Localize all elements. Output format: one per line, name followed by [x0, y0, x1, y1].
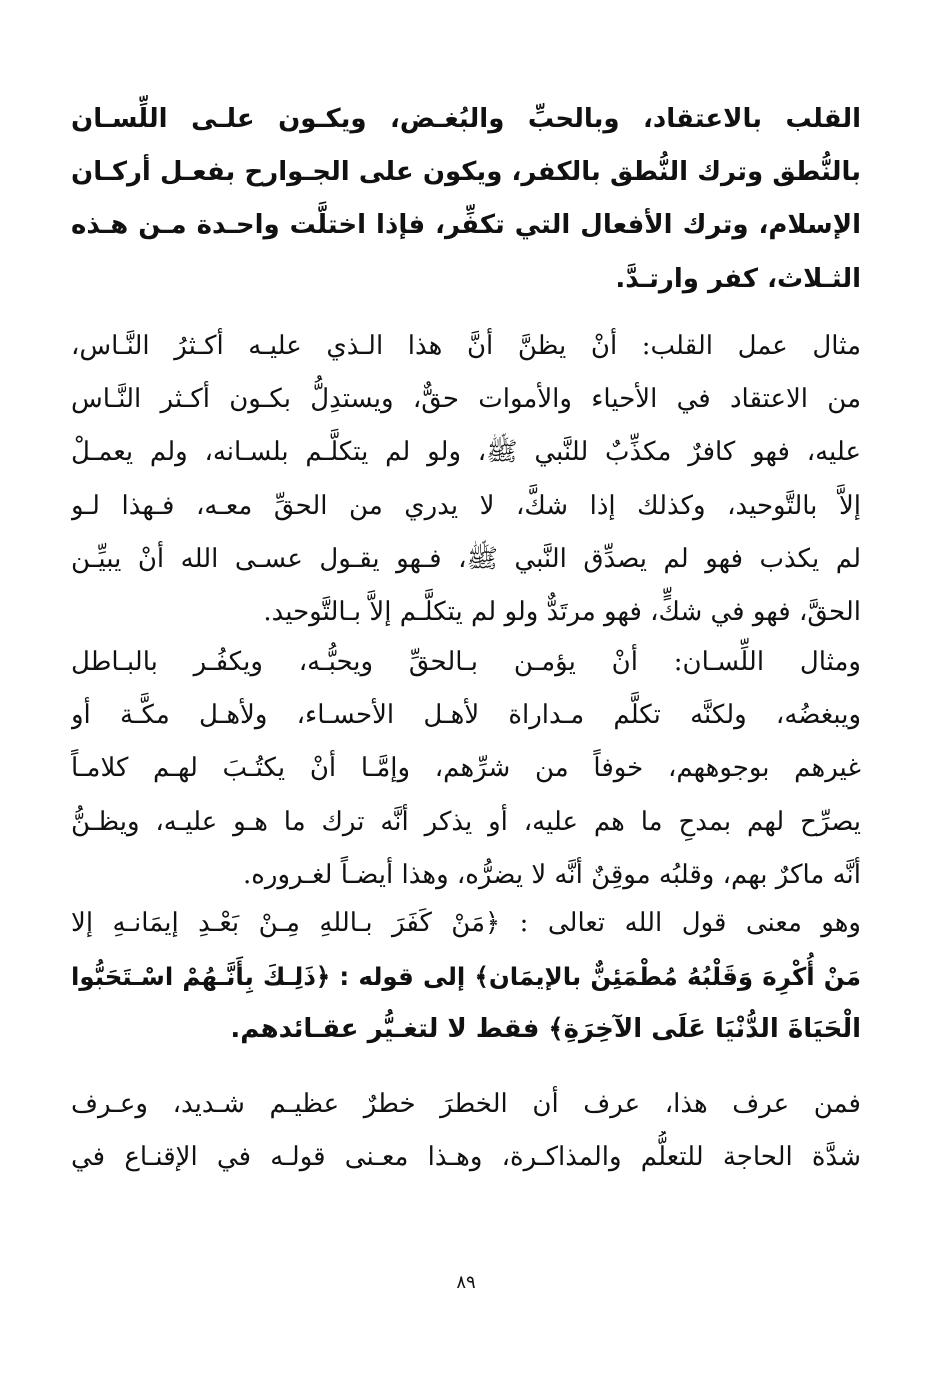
- page-number: ٨٩: [456, 1272, 476, 1293]
- paragraph-line: الإسلام، وترك الأفعال التي تكفِّر، فإذا اختلَّت واحـدة مـن هـذه: [71, 210, 861, 241]
- paragraph-line: وهو معنى قول الله تعالى : ﴿مَنْ كَفَرَ بـاللهِ مِـنْ بَعْـدِ إيمَانـهِ إلا: [71, 908, 861, 938]
- paragraph-line: يصرِّح لهم بمدحِ ما هم عليه، أو يذكر أنَّه ترك ما هـو عليـه، ويظـنُّ: [71, 806, 861, 837]
- paragraph-line: القلب بالاعتقاد، وبالحبِّ والبُغـض، ويكـون علـى اللِّسـان: [71, 104, 861, 134]
- paragraph-line: الثـلاث، كفر وارتـدَّ.: [615, 263, 861, 294]
- paragraph-1: [71, 93, 861, 306]
- paragraph-line: إلاَّ بالتَّوحيد، وكذلك إذا شكَّ، لا يدري من الحقِّ معـه، فـهذا لـو: [71, 490, 861, 521]
- paragraph-line: لم يكذب فهو لم يصدِّق النَّبي ﷺ، فـهو يقـول عسـى الله أنْ يبيِّـن: [71, 543, 861, 574]
- paragraph-line: شدَّة الحاجة للتعلُّم والمذاكـرة، وهـذا معـنى قولـه في الإقنـاع في: [71, 1142, 861, 1173]
- paragraph-line: مثال عمل القلب: أنْ يظنَّ أنَّ هذا الـذي عليـه أكـثرُ النَّـاس،: [71, 331, 861, 361]
- paragraph-line: من الاعتقاد في الأحياء والأموات حقٌّ، ويستدِلُّ بكـون أكـثر النَّـاس: [71, 384, 861, 415]
- paragraph-line: أنَّه ماكرٌ بهم، وقلبُه موقِنٌ أنَّه لا يضرُّه، وهذا أيضـاً لغـروره.: [243, 859, 861, 890]
- paragraph-5: [71, 1078, 861, 1184]
- paragraph-line: فمن عرف هذا، عرف أن الخطرَ خطرٌ عظيـم شـديد، وعـرف: [71, 1089, 861, 1119]
- paragraph-line: الْحَيَاةَ الدُّنْيَا عَلَى الآخِرَةِ﴾ فقط لا لتغـيُّر عقـائدهم.: [230, 1014, 861, 1045]
- paragraph-line: ومثال اللِّسـان: أنْ يؤمـن بـالحقِّ ويحبُّـه، ويكفُـر بالبـاطل: [71, 647, 861, 677]
- paragraph-line: بالنُّطق وترك النُّطق بالكفر، ويكون على الجـوارح بفعـل أركـان: [71, 157, 861, 188]
- paragraph-line: الحقَّ، فهو في شكٍّ، فهو مرتَدٌّ ولو لم يتكلَّـم إلاَّ بـالتَّوحيد.: [263, 597, 861, 628]
- paragraph-line: عليه، فهو كافرٌ مكذِّبٌ للنَّبي ﷺ، ولو لم يتكلَّـم بلسـانه، ولم يعمـلْ: [71, 437, 861, 468]
- paragraph-3: [71, 636, 861, 902]
- paragraph-4: [71, 897, 861, 1057]
- paragraph-2: [71, 320, 861, 639]
- paragraph-line: ويبغضُه، ولكنَّه تكلَّم مـداراة لأهـل الأحسـاء، ولأهـل مكَّـة أو: [71, 700, 861, 731]
- paragraph-line: غيرهم بوجوههم، خوفاً من شرِّهم، وإمَّـا أنْ يكتُـبَ لهـم كلامـاً: [71, 753, 861, 784]
- paragraph-line: مَنْ أُكْرِهَ وَقَلْبُهُ مُطْمَئِنٌّ بالإيمَان﴾ إلى قوله : ﴿ذَلِـكَ بِأَنَّـهُمْ اسْـتَحَبُّوا: [71, 962, 861, 992]
